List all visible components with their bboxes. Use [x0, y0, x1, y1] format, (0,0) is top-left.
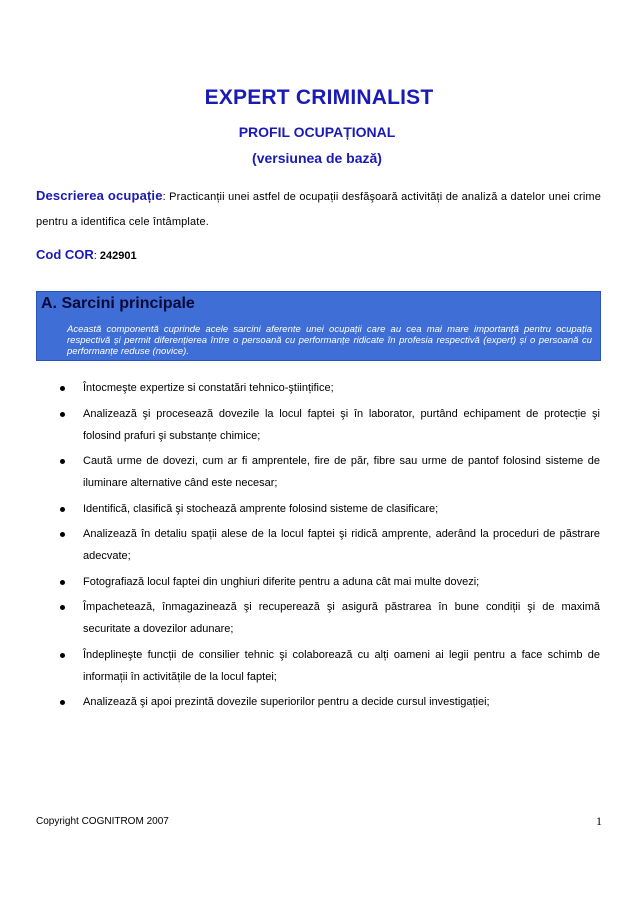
- cod-cor-separator: :: [93, 250, 100, 262]
- description-paragraph: [36, 183, 601, 235]
- task-item: [60, 450, 600, 494]
- task-text: Împachetează, înmagazinează şi recuperează şi asigură păstrarea în bune condiții şi de maximă securitate a dovezilor adunare;: [83, 601, 600, 635]
- task-item: [60, 644, 600, 688]
- document-subtitle: PROFIL OCUPAȚIONAL: [238, 124, 396, 140]
- bullet-icon: [60, 459, 65, 464]
- task-text: Îndeplineşte funcții de consilier tehnic şi colaborează cu alți oameni ai legii pentru a face schimb de informații în activitățile de la locul faptei;: [83, 648, 600, 683]
- task-item: [60, 571, 600, 593]
- task-text: Întocmeşte expertize si constatări tehnico-ştiințifice;: [83, 382, 334, 394]
- task-text: Analizează în detaliu spații alese de la locul faptei şi ridică amprente, aderând la proceduri de păstrare adecvate;: [83, 528, 600, 562]
- task-list: [60, 377, 600, 717]
- task-item: [60, 403, 600, 447]
- cod-cor-value: 242901: [99, 250, 137, 262]
- task-text: Analizează şi procesează dovezile la locul faptei şi în laborator, purtând echipament de protecție şi folosind prafuri şi substanțe chimice;: [83, 407, 600, 442]
- footer-copyright: Copyright COGNITROM 2007: [36, 816, 169, 827]
- task-item: [60, 377, 600, 399]
- task-text: Fotografiază locul faptei din unghiuri diferite pentru a aduna cât mai multe dovezi;: [83, 575, 480, 588]
- section-a-header: [36, 291, 601, 361]
- document-title: EXPERT CRIMINALIST: [204, 86, 434, 109]
- task-text: Analizează şi apoi prezintă dovezile superiorilor pentru a decide cursul investigației;: [83, 696, 490, 708]
- task-text: Caută urme de dovezi, cum ar fi amprentele, fire de păr, fibre sau urme de pantof folosind sisteme de iluminare alternative când este necesar;: [83, 455, 600, 489]
- bullet-icon: [60, 507, 65, 512]
- section-a-title: A. Sarcini principale: [41, 295, 195, 312]
- description-label: Descrierea ocupație: [36, 188, 163, 203]
- bullet-icon: [60, 412, 65, 417]
- task-text: Identifică, clasifică şi stochează amprente folosind sisteme de clasificare;: [83, 502, 439, 515]
- bullet-icon: [60, 653, 65, 658]
- page-number: 1: [596, 814, 602, 828]
- description-text: : Practicanții unei astfel de ocupații desfăşoară activități de analiză a datelor unei crime pentru a identifica cele întâmplate.: [36, 191, 601, 228]
- bullet-icon: [60, 605, 65, 610]
- bullet-icon: [60, 580, 65, 585]
- task-item: [60, 523, 600, 567]
- bullet-icon: [60, 700, 65, 705]
- cod-cor-line: [36, 247, 137, 262]
- document-version: (versiunea de bază): [252, 150, 382, 166]
- cod-cor-label: Cod COR: [36, 247, 94, 262]
- task-item: [60, 498, 600, 520]
- task-item: [60, 691, 600, 713]
- bullet-icon: [60, 532, 65, 537]
- section-a-intro: Această componentă cuprinde acele sarcini aferente unei ocupații care au cea mai mare importanță pentru ocupația respectivă și permit diferențierea între o persoană cu performanțe ridicate în profesia respectivă (expert) și o persoană cu performanțe reduse (novice).: [67, 324, 592, 358]
- bullet-icon: [60, 386, 65, 391]
- task-item: [60, 596, 600, 640]
